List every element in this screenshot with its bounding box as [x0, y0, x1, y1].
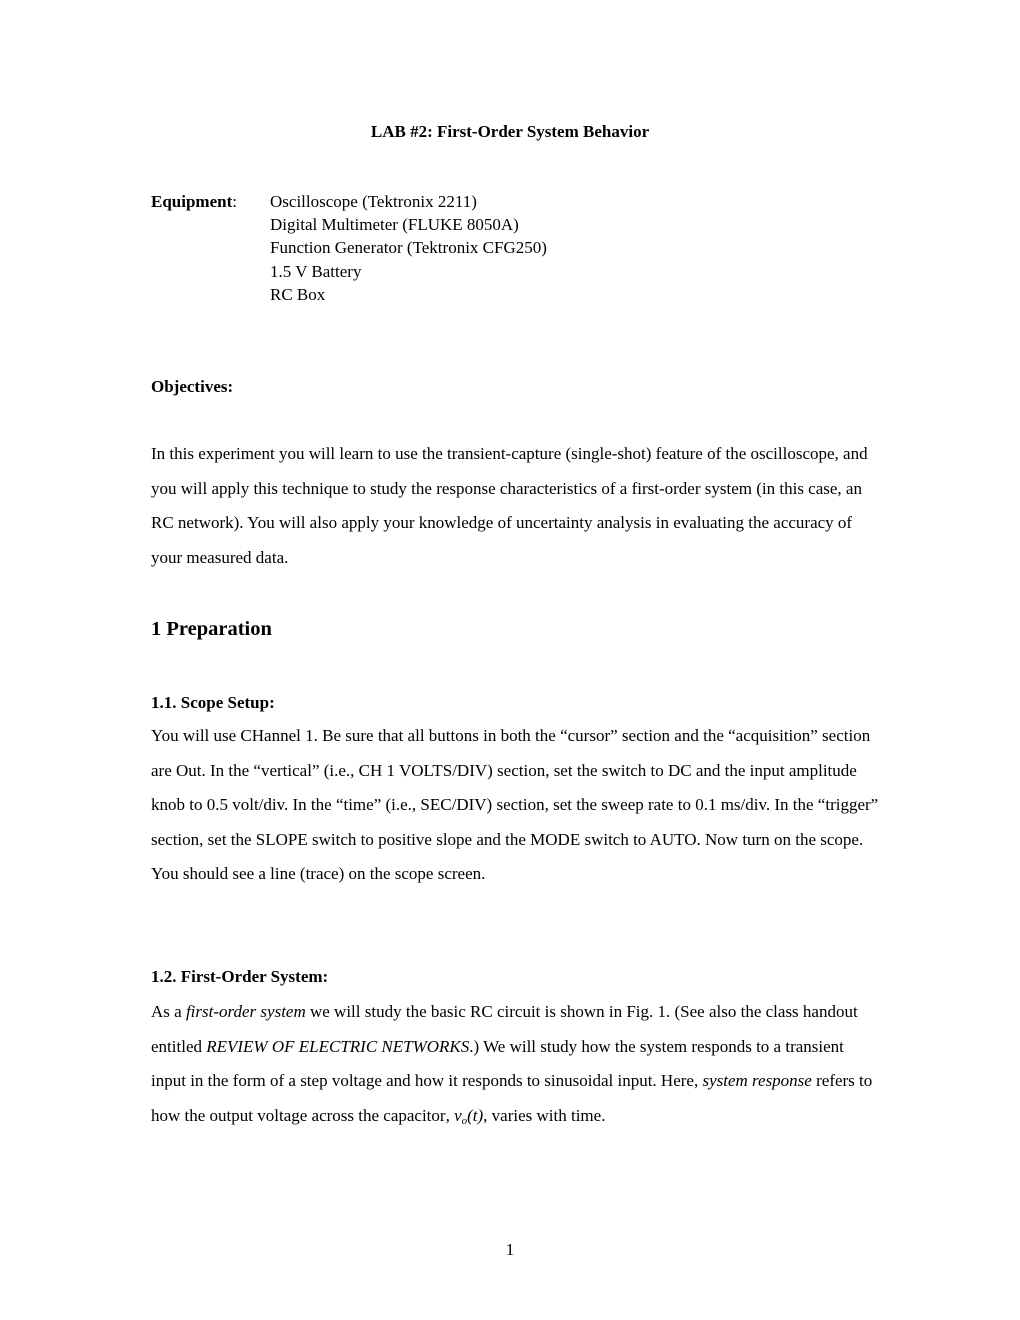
text-run: As a: [151, 1002, 186, 1021]
text-run: .) We will study how the system responds to a transient input in the form of a step voltage and how it responds to sinusoidal input. Here,: [151, 1036, 844, 1090]
math-vo-argument: (t): [467, 1105, 484, 1125]
objectives-heading: Objectives:: [151, 377, 234, 396]
page-number: 1: [505, 1240, 515, 1259]
text-run: we will study the basic RC circuit is shown in Fig. 1. (See also the class handout entitled: [151, 1002, 858, 1056]
text-run: , varies with time.: [483, 1105, 606, 1125]
equipment-label: [151, 190, 237, 213]
section-heading-preparation: 1 Preparation: [151, 618, 272, 640]
math-vo-symbol: , v: [445, 1105, 462, 1125]
subsection-heading-scope-setup: 1.1. Scope Setup:: [151, 693, 275, 712]
emphasis-system-response: system response: [702, 1071, 812, 1090]
objectives-paragraph: In this experiment you will learn to use the transient-capture (single-shot) feature of the oscilloscope, and you will apply this technique to study the response characteristics of a first-order system (in this case, an RC network). You will also apply your knowledge of uncertainty analysis in evaluating the accuracy of your measured data.: [151, 444, 868, 567]
first-order-paragraph: [151, 995, 881, 1138]
equipment-item: Digital Multimeter (FLUKE 8050A): [270, 215, 519, 235]
equipment-list: [270, 190, 547, 306]
equipment-label-text: Equipment: [151, 192, 233, 211]
equipment-item: Oscilloscope (Tektronix 2211): [270, 192, 477, 211]
subsection-heading-first-order: 1.2. First-Order System:: [151, 967, 329, 986]
equipment-item: RC Box: [270, 284, 326, 304]
equipment-item: Function Generator (Tektronix CFG250): [270, 238, 547, 258]
document-title: LAB #2: First-Order System Behavior: [370, 122, 650, 141]
math-vo-subscript: o: [461, 1114, 468, 1127]
text-run: refers to how the output voltage across the capacitor: [151, 1071, 873, 1125]
emphasis-handout-title: REVIEW OF ELECTRIC NETWORKS: [206, 1036, 470, 1056]
equipment-item: 1.5 V Battery: [270, 261, 362, 281]
scope-setup-paragraph: You will use CHannel 1. Be sure that all buttons in both the “cursor” section and the “acquisition” section are Out. In the “vertical” (i.e., CH 1 VOLTS/DIV) section, set the switch to DC and the input amplitude knob to 0.5 volt/div. In the “time” (i.e., SEC/DIV) section, set the sweep rate to 0.1 ms/div. In the “trigger” section, set the SLOPE switch to positive slope and the MODE switch to AUTO. Now turn on the scope. You should see a line (trace) on the scope screen.: [151, 726, 879, 883]
equipment-label-colon: :: [232, 192, 237, 211]
emphasis-first-order-system: first-order system: [185, 1002, 306, 1021]
